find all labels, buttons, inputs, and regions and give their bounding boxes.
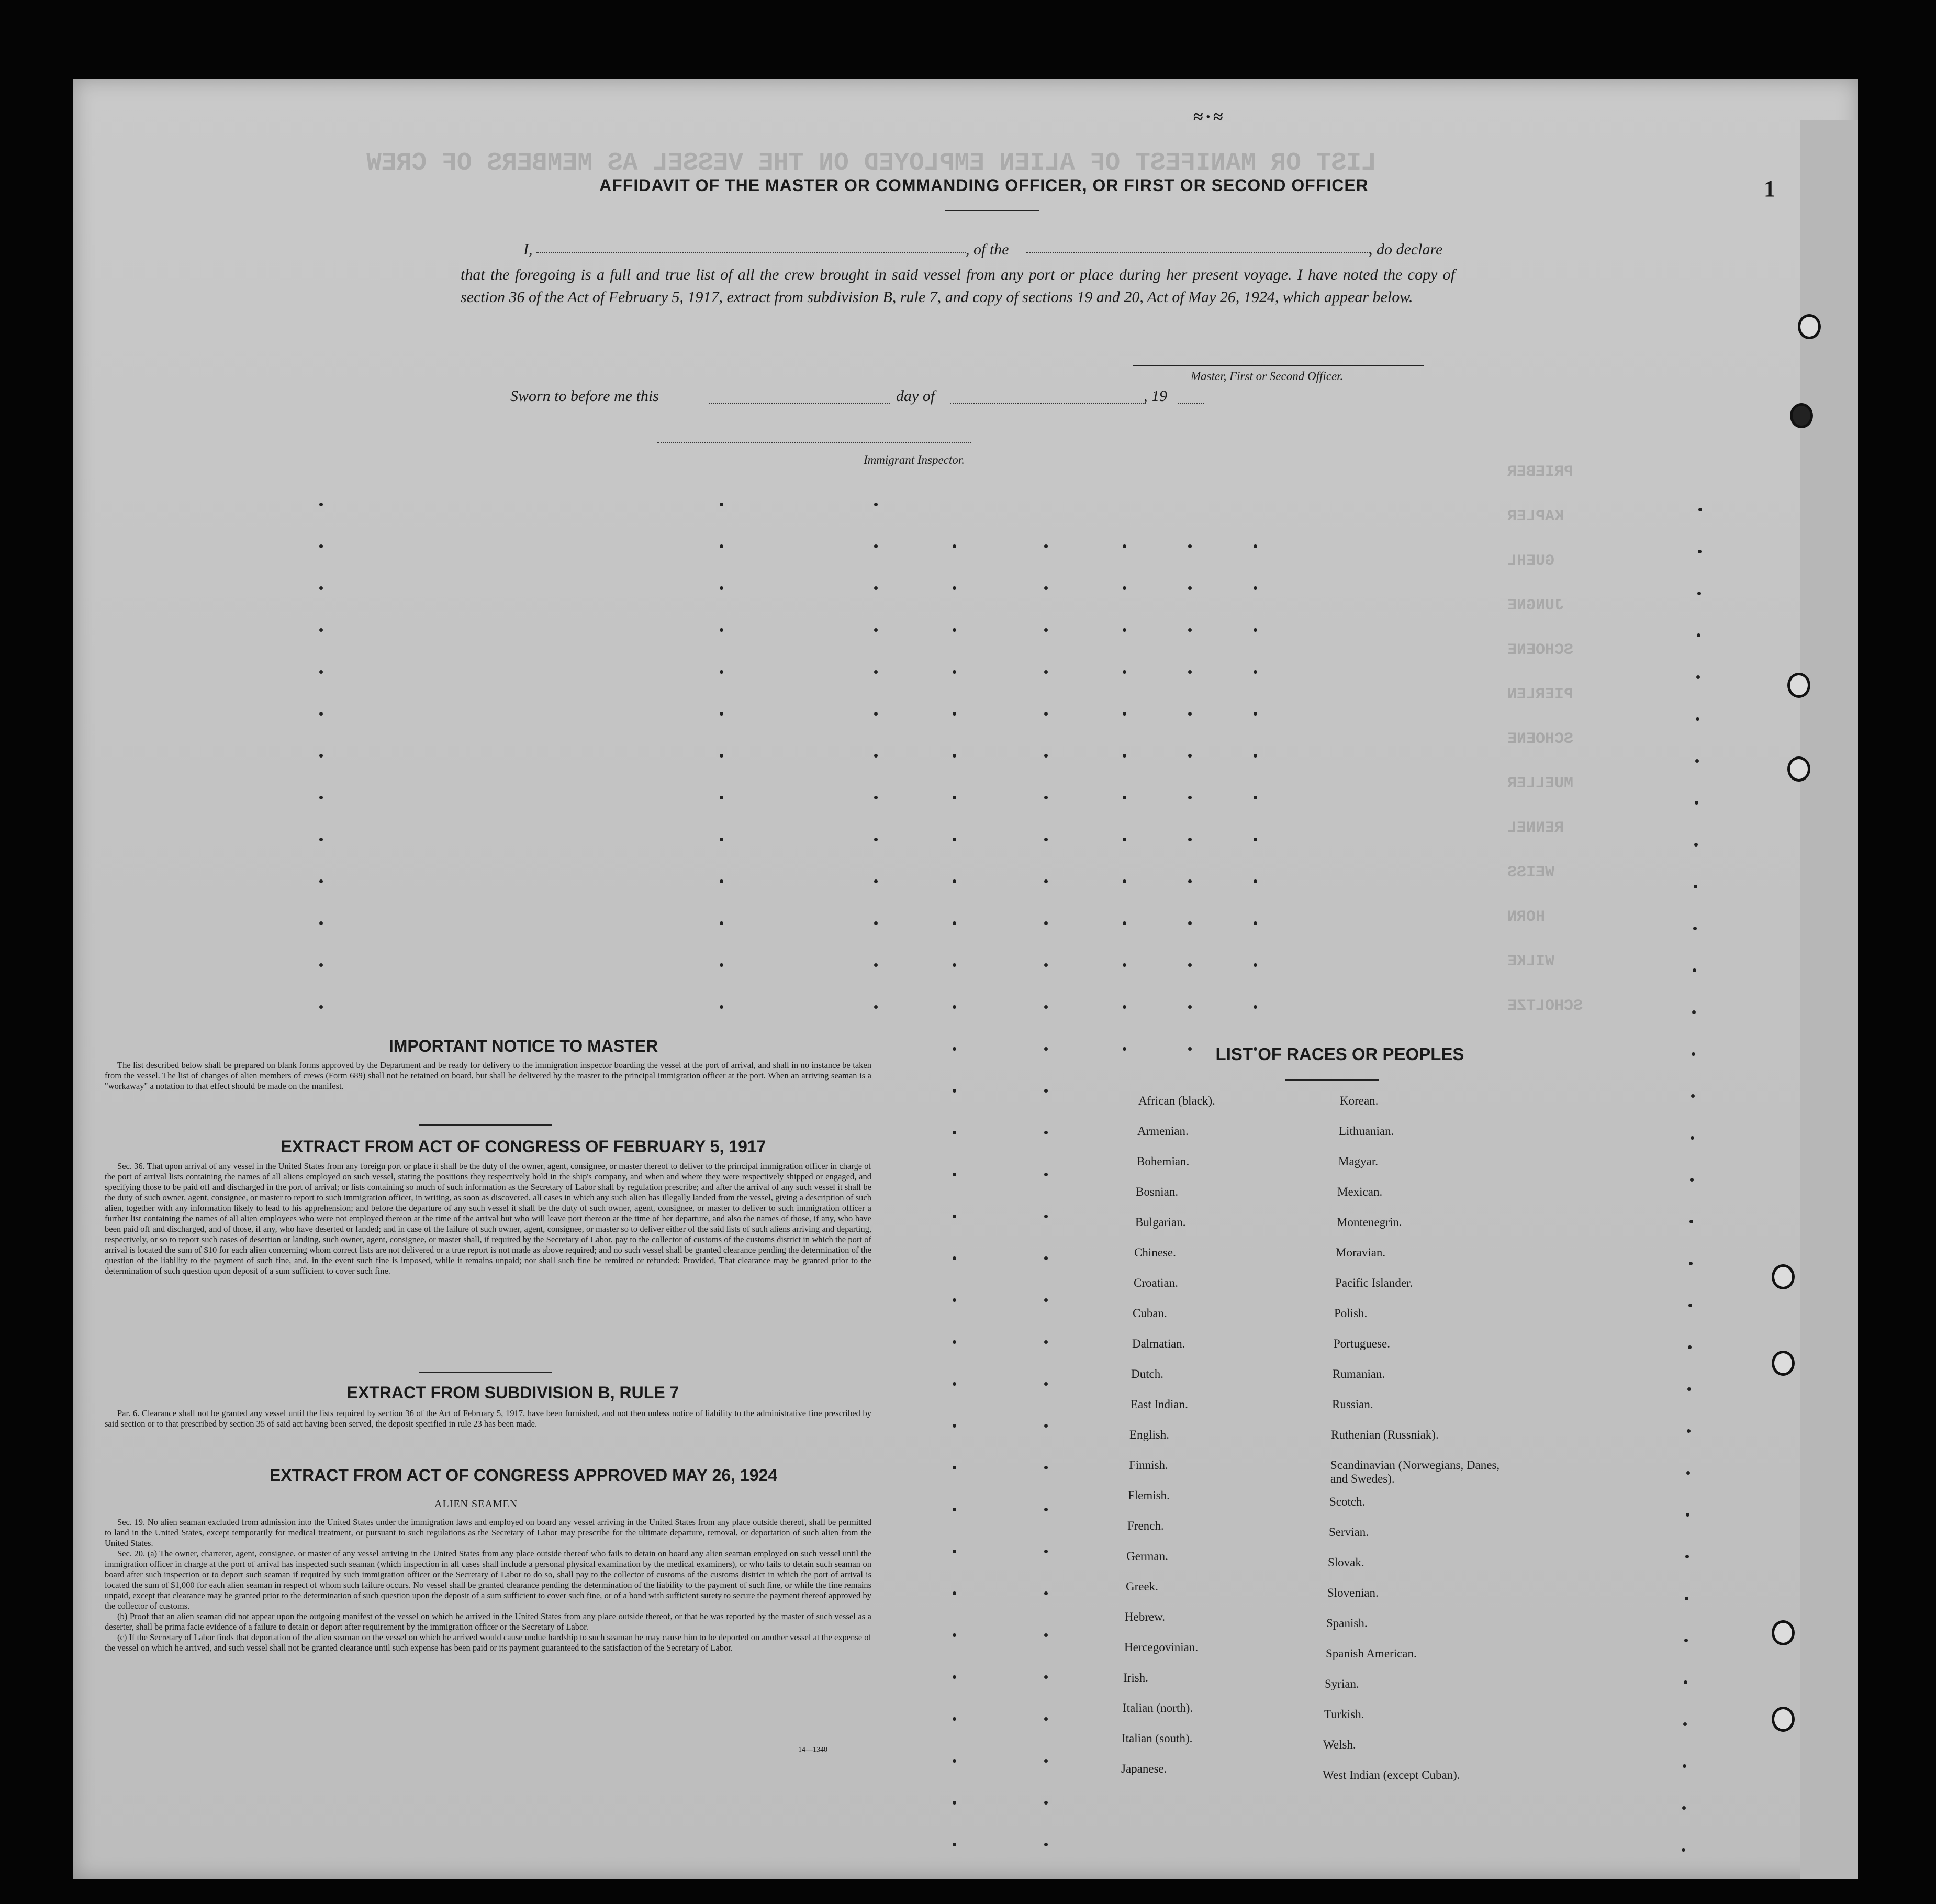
grid-dot bbox=[319, 712, 323, 716]
grid-dot bbox=[1123, 921, 1126, 925]
grid-dot bbox=[953, 670, 956, 674]
grid-dot bbox=[1254, 586, 1257, 590]
grid-dot bbox=[1044, 1675, 1048, 1679]
race-item: Slovenian. bbox=[1327, 1586, 1379, 1599]
grid-dot bbox=[1044, 921, 1048, 925]
grid-dot bbox=[1188, 754, 1192, 758]
grid-dot bbox=[1044, 879, 1048, 883]
grid-dot bbox=[1698, 508, 1702, 511]
grid-dot bbox=[319, 1005, 323, 1009]
grid-dot bbox=[1695, 759, 1699, 763]
grid-dot bbox=[953, 1675, 956, 1679]
grid-dot bbox=[319, 503, 323, 506]
grid-dot bbox=[1188, 796, 1192, 799]
grid-dot bbox=[1044, 1633, 1048, 1637]
grid-dot bbox=[1692, 1010, 1696, 1014]
grid-dot bbox=[953, 1131, 956, 1134]
grid-dot bbox=[1698, 550, 1702, 553]
grid-dot bbox=[1684, 1639, 1688, 1642]
grid-dot bbox=[953, 1424, 956, 1428]
extract-1924-text: Sec. 19. No alien seaman excluded from admission into the United States under the immigration laws and employed on board any vessel arriving in the United States from any place outside thereof, shall be permitted to land in the United States, except temporarily for medical treatment, or pursuant to such regulations as the Secretary of Labor may prescribe for the ultimate departure, removal, or deportation of such alien from the United States. Sec. 20. (a) The owner, charterer, agent, consignee, or master of any vessel arriving in the United States from any place outside thereof who fails to detain on board any alien seaman employed on such vessel until the immigration officer in charge at the port of arrival has inspected such seaman (which inspection in all cases shall include a personal physical examination by the medical examiners), or who fails to detain such seaman on board after such inspection or to deport such seaman if required by such immigration officer or the Secretary of Labor to do so, shall pay to the collector of customs of the customs district in which the port of arrival is located the sum of $1,000 for each alien seaman in respect of whom such failure occurs. No vessel shall be granted clearance pending the determination of the liability to the payment of such fine, or while the fine remains unpaid, except that clearance may be granted prior to the determination of such question upon the deposit of a sum sufficient to cover such fine, or of a bond with sufficient surety to secure the payment thereof approved by the collector of customs. (b) Proof that an alien seaman did not appear upon the outgoing manifest of the vessel on which he arrived in the United States from any place outside thereof, or that he was reported by the master of such vessel as a deserter, shall be prima facie evidence of a failure to detain or deport after requirement by the immigration officer or the Secretary of Labor. (c) If the Secretary of Labor finds that deportation of the alien seaman on the vessel on which he arrived would cause undue hardship to such seaman he may cause him to be deported on another vessel at the expense of the vessel on which he arrived, and such vessel shall not be granted clearance until such expense has been paid or its payment guaranteed to the satisfaction of the Secretary of Labor. bbox=[105, 1517, 871, 1653]
grid-dot bbox=[319, 879, 323, 883]
grid-dot bbox=[1188, 670, 1192, 674]
grid-dot bbox=[1044, 1256, 1048, 1260]
race-item: Italian (north). bbox=[1123, 1701, 1193, 1714]
affidavit-body: that the foregoing is a full and true list of all the crew brought in said vessel from any port or place during her present voyage. I have noted the copy of section 36 of the Act of February 5, 1917, extract from subdivision B, rule 7, and copy of sections 19 and 20, Act of May 26, 1924, which appear below. bbox=[461, 266, 1455, 306]
race-item: Cuban. bbox=[1133, 1307, 1167, 1320]
race-item: Magyar. bbox=[1338, 1155, 1379, 1168]
race-item: English. bbox=[1129, 1428, 1170, 1441]
grid-dot bbox=[1689, 1220, 1693, 1223]
extract-rule7-text: Par. 6. Clearance shall not be granted any vessel until the lists required by section 36 of the Act of February 5, 1917, have been furnished, and not then unless notice of liability to the administrative fine prescribed by said section or to that prescribed by section 35 of said act having been served, the deposit specified in rule 23 has been made. bbox=[105, 1408, 871, 1429]
grid-dot bbox=[720, 754, 723, 758]
grid-dot bbox=[953, 1173, 956, 1176]
grid-dot bbox=[1044, 1340, 1048, 1344]
grid-dot bbox=[1684, 1680, 1687, 1684]
grid-dot bbox=[1683, 1764, 1686, 1768]
grid-dot bbox=[953, 712, 956, 716]
grid-dot bbox=[1694, 843, 1698, 847]
divider bbox=[419, 1372, 552, 1373]
grid-dot bbox=[1688, 1345, 1692, 1349]
grid-dot bbox=[319, 796, 323, 799]
grid-dot bbox=[953, 1508, 956, 1511]
race-item: Scandinavian (Norwegians, Danes, and Swedes). bbox=[1330, 1458, 1500, 1485]
race-item: Montenegrin. bbox=[1337, 1216, 1402, 1229]
grid-dot bbox=[1044, 1047, 1048, 1051]
sworn-day-of: day of bbox=[896, 387, 935, 405]
form-number: 14—1340 bbox=[798, 1746, 827, 1754]
races-title: LIST OF RACES OR PEOPLES bbox=[1215, 1044, 1464, 1064]
grid-dot bbox=[1044, 1843, 1048, 1846]
race-item: Mexican. bbox=[1337, 1185, 1383, 1198]
races-rule bbox=[1285, 1079, 1379, 1081]
bleed-through-surname: SCHOLTZE bbox=[1507, 997, 1583, 1015]
grid-dot bbox=[1044, 1173, 1048, 1176]
grid-dot bbox=[319, 963, 323, 967]
grid-dot bbox=[1123, 712, 1126, 716]
grid-dot bbox=[1044, 1424, 1048, 1428]
grid-dot bbox=[953, 544, 956, 548]
grid-dot bbox=[953, 1550, 956, 1553]
page-number: 1 bbox=[1764, 176, 1775, 202]
race-item: Scotch. bbox=[1329, 1495, 1366, 1508]
bleed-through-surname: PRIEBER bbox=[1507, 463, 1574, 481]
extract-rule7-title: EXTRACT FROM SUBDIVISION B, RULE 7 bbox=[346, 1383, 679, 1402]
grid-dot bbox=[874, 754, 878, 758]
master-label: Master, First or Second Officer. bbox=[1191, 370, 1344, 383]
grid-dot bbox=[1687, 1429, 1691, 1433]
grid-dot bbox=[1044, 544, 1048, 548]
sworn-day-field[interactable] bbox=[709, 403, 890, 404]
alien-seamen-subtitle: ALIEN SEAMEN bbox=[434, 1498, 518, 1510]
grid-dot bbox=[874, 544, 878, 548]
grid-dot bbox=[1692, 1052, 1695, 1056]
grid-dot bbox=[1123, 754, 1126, 758]
grid-dot bbox=[1693, 927, 1697, 930]
grid-dot bbox=[1686, 1513, 1689, 1517]
race-item: Servian. bbox=[1329, 1526, 1369, 1539]
grid-dot bbox=[1044, 1508, 1048, 1511]
race-item: Spanish. bbox=[1326, 1617, 1368, 1630]
grid-dot bbox=[1188, 963, 1192, 967]
grid-dot bbox=[1691, 1136, 1694, 1140]
grid-dot bbox=[1254, 670, 1257, 674]
race-item: Russian. bbox=[1332, 1398, 1373, 1411]
race-item: Lithuanian. bbox=[1339, 1124, 1394, 1138]
grid-dot bbox=[1044, 1717, 1048, 1721]
grid-dot bbox=[319, 754, 323, 758]
grid-dot bbox=[1123, 628, 1126, 632]
grid-dot bbox=[1254, 921, 1257, 925]
bleed-through-surname: MUELLER bbox=[1507, 775, 1574, 793]
race-item: Bosnian. bbox=[1136, 1185, 1179, 1198]
race-item: Croatian. bbox=[1134, 1276, 1178, 1289]
race-item: Pacific Islander. bbox=[1335, 1276, 1413, 1289]
grid-dot bbox=[953, 796, 956, 799]
binding-hole bbox=[1772, 1264, 1795, 1289]
bleed-through-surname: WILKE bbox=[1507, 953, 1555, 971]
grid-dot bbox=[1044, 838, 1048, 841]
grid-dot bbox=[319, 586, 323, 590]
bleed-through-surname: GUEHL bbox=[1507, 552, 1555, 570]
bleed-through-surname: SCHOENE bbox=[1507, 641, 1574, 659]
race-item: German. bbox=[1126, 1550, 1168, 1563]
grid-dot bbox=[1254, 628, 1257, 632]
sworn-text: Sworn to before me this bbox=[510, 387, 659, 405]
grid-dot bbox=[1688, 1304, 1692, 1307]
grid-dot bbox=[1044, 586, 1048, 590]
grid-dot bbox=[1254, 963, 1257, 967]
grid-dot bbox=[874, 503, 878, 506]
notice-text: The list described below shall be prepared on blank forms approved by the Department and be ready for delivery to the immigration inspector boarding the vessel at the port of arrival, and shall in no instance be taken from the vessel. The list of changes of alien members of crews (Form 689) shall not be retained on board, but shall be delivered by the master to the principal immigration officer at the port. When an arriving seaman is a "workaway" a notation to that effect should be made on the manifest. bbox=[105, 1060, 871, 1091]
grid-dot bbox=[720, 796, 723, 799]
grid-dot bbox=[1188, 586, 1192, 590]
grid-dot bbox=[1254, 838, 1257, 841]
grid-dot bbox=[1695, 801, 1698, 805]
grid-dot bbox=[1044, 628, 1048, 632]
grid-dot bbox=[953, 1759, 956, 1763]
grid-dot bbox=[1686, 1471, 1690, 1475]
race-item: Syrian. bbox=[1325, 1677, 1359, 1690]
grid-dot bbox=[1682, 1848, 1685, 1852]
grid-dot bbox=[953, 628, 956, 632]
grid-dot bbox=[720, 628, 723, 632]
grid-dot bbox=[720, 921, 723, 925]
grid-dot bbox=[953, 1591, 956, 1595]
grid-dot bbox=[319, 544, 323, 548]
sworn-year: , 19 bbox=[1144, 387, 1167, 405]
grid-dot bbox=[874, 628, 878, 632]
race-item: Slovak. bbox=[1328, 1556, 1364, 1569]
grid-dot bbox=[720, 963, 723, 967]
race-item: Hebrew. bbox=[1125, 1610, 1166, 1623]
grid-dot bbox=[953, 1382, 956, 1386]
grid-dot bbox=[1188, 628, 1192, 632]
bleed-through-surname: KAPLER bbox=[1507, 508, 1564, 526]
grid-dot bbox=[874, 586, 878, 590]
grid-dot bbox=[1188, 838, 1192, 841]
master-signature-line[interactable] bbox=[1133, 365, 1424, 366]
grid-dot bbox=[1044, 1382, 1048, 1386]
grid-dot bbox=[874, 712, 878, 716]
grid-dot bbox=[953, 879, 956, 883]
grid-dot bbox=[1694, 885, 1697, 888]
grid-dot bbox=[874, 963, 878, 967]
grid-dot bbox=[1044, 1089, 1048, 1093]
grid-dot bbox=[1188, 544, 1192, 548]
grid-dot bbox=[874, 670, 878, 674]
grid-dot bbox=[1188, 712, 1192, 716]
bleed-through-surname: WEISS bbox=[1507, 864, 1555, 882]
grid-dot bbox=[953, 1215, 956, 1218]
grid-dot bbox=[953, 586, 956, 590]
bleed-through-surname: SCHOENE bbox=[1507, 730, 1574, 748]
grid-dot bbox=[1123, 544, 1126, 548]
grid-dot bbox=[1044, 1591, 1048, 1595]
bleed-through-header: LIST OR MANIFEST OF ALIEN EMPLOYED ON THE VESSEL AS MEMBERS OF CREW bbox=[366, 149, 1377, 177]
grid-dot bbox=[720, 670, 723, 674]
race-item: Turkish. bbox=[1324, 1708, 1364, 1721]
divider bbox=[419, 1124, 552, 1126]
grid-dot bbox=[1044, 1550, 1048, 1553]
grid-dot bbox=[1123, 1047, 1126, 1051]
grid-dot bbox=[1254, 879, 1257, 883]
grid-dot bbox=[953, 1801, 956, 1805]
name-field[interactable] bbox=[536, 252, 966, 253]
race-item: Korean. bbox=[1340, 1094, 1379, 1107]
sworn-month-field[interactable] bbox=[950, 403, 1146, 404]
extract-1924-title: EXTRACT FROM ACT OF CONGRESS APPROVED MAY 26, 1924 bbox=[269, 1466, 778, 1485]
race-item: Portuguese. bbox=[1334, 1337, 1390, 1350]
race-item: Ruthenian (Russniak). bbox=[1331, 1428, 1439, 1441]
grid-dot bbox=[1696, 675, 1700, 679]
grid-dot bbox=[1254, 796, 1257, 799]
race-item: West Indian (except Cuban). bbox=[1323, 1768, 1460, 1781]
grid-dot bbox=[953, 1633, 956, 1637]
affidavit-declare: , do declare bbox=[1369, 241, 1443, 258]
grid-dot bbox=[1697, 633, 1700, 637]
stamp-mark: ≈·≈ bbox=[1193, 107, 1225, 127]
grid-dot bbox=[1123, 670, 1126, 674]
grid-dot bbox=[953, 1717, 956, 1721]
inspector-signature-line[interactable] bbox=[657, 442, 971, 443]
race-item: Chinese. bbox=[1134, 1246, 1176, 1259]
grid-dot bbox=[874, 1005, 878, 1009]
grid-dot bbox=[1254, 544, 1257, 548]
grid-dot bbox=[953, 1089, 956, 1093]
sworn-year-field[interactable] bbox=[1178, 403, 1204, 404]
grid-dot bbox=[1254, 1005, 1257, 1009]
grid-dot bbox=[1696, 717, 1699, 721]
race-item: Dutch. bbox=[1131, 1367, 1163, 1380]
grid-dot bbox=[720, 586, 723, 590]
race-item: Armenian. bbox=[1137, 1124, 1189, 1138]
grid-dot bbox=[953, 754, 956, 758]
grid-dot bbox=[1123, 879, 1126, 883]
race-item: French. bbox=[1127, 1519, 1164, 1532]
bleed-through-surname: JUNGNE bbox=[1507, 597, 1564, 615]
grid-dot bbox=[1044, 796, 1048, 799]
grid-dot bbox=[953, 1298, 956, 1302]
grid-dot bbox=[720, 503, 723, 506]
race-item: Polish. bbox=[1334, 1307, 1368, 1320]
grid-dot bbox=[953, 838, 956, 841]
race-item: East Indian. bbox=[1131, 1398, 1188, 1411]
grid-dot bbox=[874, 838, 878, 841]
extract-1917-title: EXTRACT FROM ACT OF CONGRESS OF FEBRUARY 5, 1917 bbox=[281, 1137, 766, 1156]
grid-dot bbox=[1685, 1555, 1689, 1558]
grid-dot bbox=[319, 670, 323, 674]
binding-hole bbox=[1772, 1707, 1795, 1732]
grid-dot bbox=[874, 921, 878, 925]
grid-dot bbox=[1044, 1131, 1048, 1134]
grid-dot bbox=[720, 879, 723, 883]
grid-dot bbox=[953, 1843, 956, 1846]
page-edge bbox=[1800, 120, 1858, 1879]
grid-dot bbox=[1689, 1262, 1693, 1265]
notice-title: IMPORTANT NOTICE TO MASTER bbox=[388, 1037, 658, 1055]
grid-dot bbox=[953, 1340, 956, 1344]
race-item: Bohemian. bbox=[1137, 1155, 1190, 1168]
binding-hole bbox=[1772, 1620, 1795, 1645]
grid-dot bbox=[1044, 1298, 1048, 1302]
grid-dot bbox=[953, 1005, 956, 1009]
grid-dot bbox=[953, 963, 956, 967]
affidavit-title: AFFIDAVIT OF THE MASTER OR COMMANDING OFFICER, OR FIRST OR SECOND OFFICER bbox=[599, 176, 1369, 195]
binding-hole bbox=[1787, 756, 1810, 782]
binding-hole bbox=[1772, 1351, 1795, 1376]
grid-dot bbox=[1693, 968, 1696, 972]
affidavit-of-the: , of the bbox=[966, 241, 1009, 258]
title-rule bbox=[945, 210, 1039, 211]
grid-dot bbox=[1685, 1597, 1688, 1600]
binding-hole bbox=[1787, 673, 1810, 698]
grid-dot bbox=[1044, 1759, 1048, 1763]
grid-dot bbox=[1683, 1722, 1687, 1726]
grid-dot bbox=[1044, 1005, 1048, 1009]
inspector-label: Immigrant Inspector. bbox=[864, 453, 965, 466]
grid-dot bbox=[953, 1466, 956, 1469]
grid-dot bbox=[1188, 921, 1192, 925]
grid-dot bbox=[1687, 1387, 1691, 1391]
grid-dot bbox=[953, 1256, 956, 1260]
grid-dot bbox=[1044, 712, 1048, 716]
grid-dot bbox=[1123, 838, 1126, 841]
race-item: Bulgarian. bbox=[1135, 1216, 1186, 1229]
grid-dot bbox=[319, 628, 323, 632]
binding-hole bbox=[1798, 314, 1821, 339]
grid-dot bbox=[953, 921, 956, 925]
race-item: Spanish American. bbox=[1326, 1647, 1417, 1660]
grid-dot bbox=[720, 544, 723, 548]
bleed-through-surname: RENNEL bbox=[1507, 819, 1564, 837]
grid-dot bbox=[720, 712, 723, 716]
race-item: Greek. bbox=[1126, 1580, 1158, 1593]
grid-dot bbox=[720, 1005, 723, 1009]
race-item: Finnish. bbox=[1129, 1458, 1168, 1472]
race-item: Hercegovinian. bbox=[1124, 1641, 1199, 1654]
grid-dot bbox=[720, 838, 723, 841]
grid-dot bbox=[1697, 592, 1701, 595]
race-item: Italian (south). bbox=[1122, 1732, 1193, 1745]
grid-dot bbox=[1254, 754, 1257, 758]
race-item: Moravian. bbox=[1336, 1246, 1386, 1259]
grid-dot bbox=[874, 796, 878, 799]
grid-dot bbox=[1123, 963, 1126, 967]
grid-dot bbox=[1044, 754, 1048, 758]
grid-dot bbox=[1254, 712, 1257, 716]
grid-dot bbox=[1123, 586, 1126, 590]
grid-dot bbox=[1690, 1178, 1694, 1182]
race-item: Rumanian. bbox=[1333, 1367, 1385, 1380]
bleed-through-surname: PIERLEN bbox=[1507, 686, 1574, 704]
grid-dot bbox=[1188, 1005, 1192, 1009]
race-item: Flemish. bbox=[1128, 1489, 1170, 1502]
grid-dot bbox=[1691, 1094, 1695, 1098]
race-item: Irish. bbox=[1123, 1671, 1148, 1684]
grid-dot bbox=[1044, 1215, 1048, 1218]
race-item: African (black). bbox=[1138, 1094, 1215, 1107]
vessel-field[interactable] bbox=[1026, 252, 1371, 253]
race-item: Japanese. bbox=[1121, 1762, 1167, 1775]
grid-dot bbox=[1188, 879, 1192, 883]
grid-dot bbox=[1044, 963, 1048, 967]
grid-dot bbox=[1044, 1801, 1048, 1805]
race-item: Dalmatian. bbox=[1132, 1337, 1185, 1350]
binding-hole bbox=[1790, 403, 1813, 428]
bleed-through-surname: HORN bbox=[1507, 908, 1546, 926]
grid-dot bbox=[874, 879, 878, 883]
grid-dot bbox=[1123, 1005, 1126, 1009]
grid-dot bbox=[1044, 1466, 1048, 1469]
grid-dot bbox=[953, 1047, 956, 1051]
grid-dot bbox=[319, 921, 323, 925]
grid-dot bbox=[1682, 1806, 1686, 1810]
affidavit-i: I, bbox=[523, 241, 533, 258]
extract-1917-text: Sec. 36. That upon arrival of any vessel in the United States from any foreign port or place it shall be the duty of the owner, agent, consignee, or master thereof to deliver to the principal immigration officer in charge of the port of arrival lists containing the names of all aliens employed on such vessel, stating the positions they respectively hold in the ship's company, and when and where they were respectively shipped or engaged, and specifying those to be paid off and discharged in the port of arrival; or lists containing so much of such information as the Secretary of Labor shall by regulation prescribe; and after the arrival of any such vessel it shall be the duty of such owner, agent, consignee, or master to report to such immigration officer, in writing, as soon as discovered, all cases in which any such alien has illegally landed from the vessel, giving a description of such alien, together with any information likely to lead to his apprehension; and before the departure of any such vessel it shall be the duty of such owner, agent, consignee, or master to deliver to such immigration officer a further list containing the names of all alien employees who were not employed thereon at the time of the arrival but who will leave port thereon at the time of her departure, and also the names of those, if any, who have been paid off and discharged, and of those, if any, who have deserted or landed; and in case of the failure of such owner, agent, consignee, or master so to deliver either of the said lists of such aliens arriving and departing, respectively, or so to report such cases of desertion or landing, such owner, agent, consignee, or master shall, if required by the Secretary of Labor, pay to the collector of customs of the customs district in which the port of arrival is located the sum of $10 for each alien concerning whom correct lists are not delivered or a true report is not made as above required; and no such vessel shall be granted clearance pending the determination of the question of the liability to the payment of such fine, and, in the event such fine is imposed, while it remains unpaid; nor shall such fine be remitted or refunded: Provided, That clearance may be granted prior to the determination of such question upon deposit of a sum sufficient to cover such fine. bbox=[105, 1161, 871, 1276]
race-item: Welsh. bbox=[1323, 1738, 1356, 1751]
grid-dot bbox=[1044, 670, 1048, 674]
grid-dot bbox=[1123, 796, 1126, 799]
grid-dot bbox=[319, 838, 323, 841]
